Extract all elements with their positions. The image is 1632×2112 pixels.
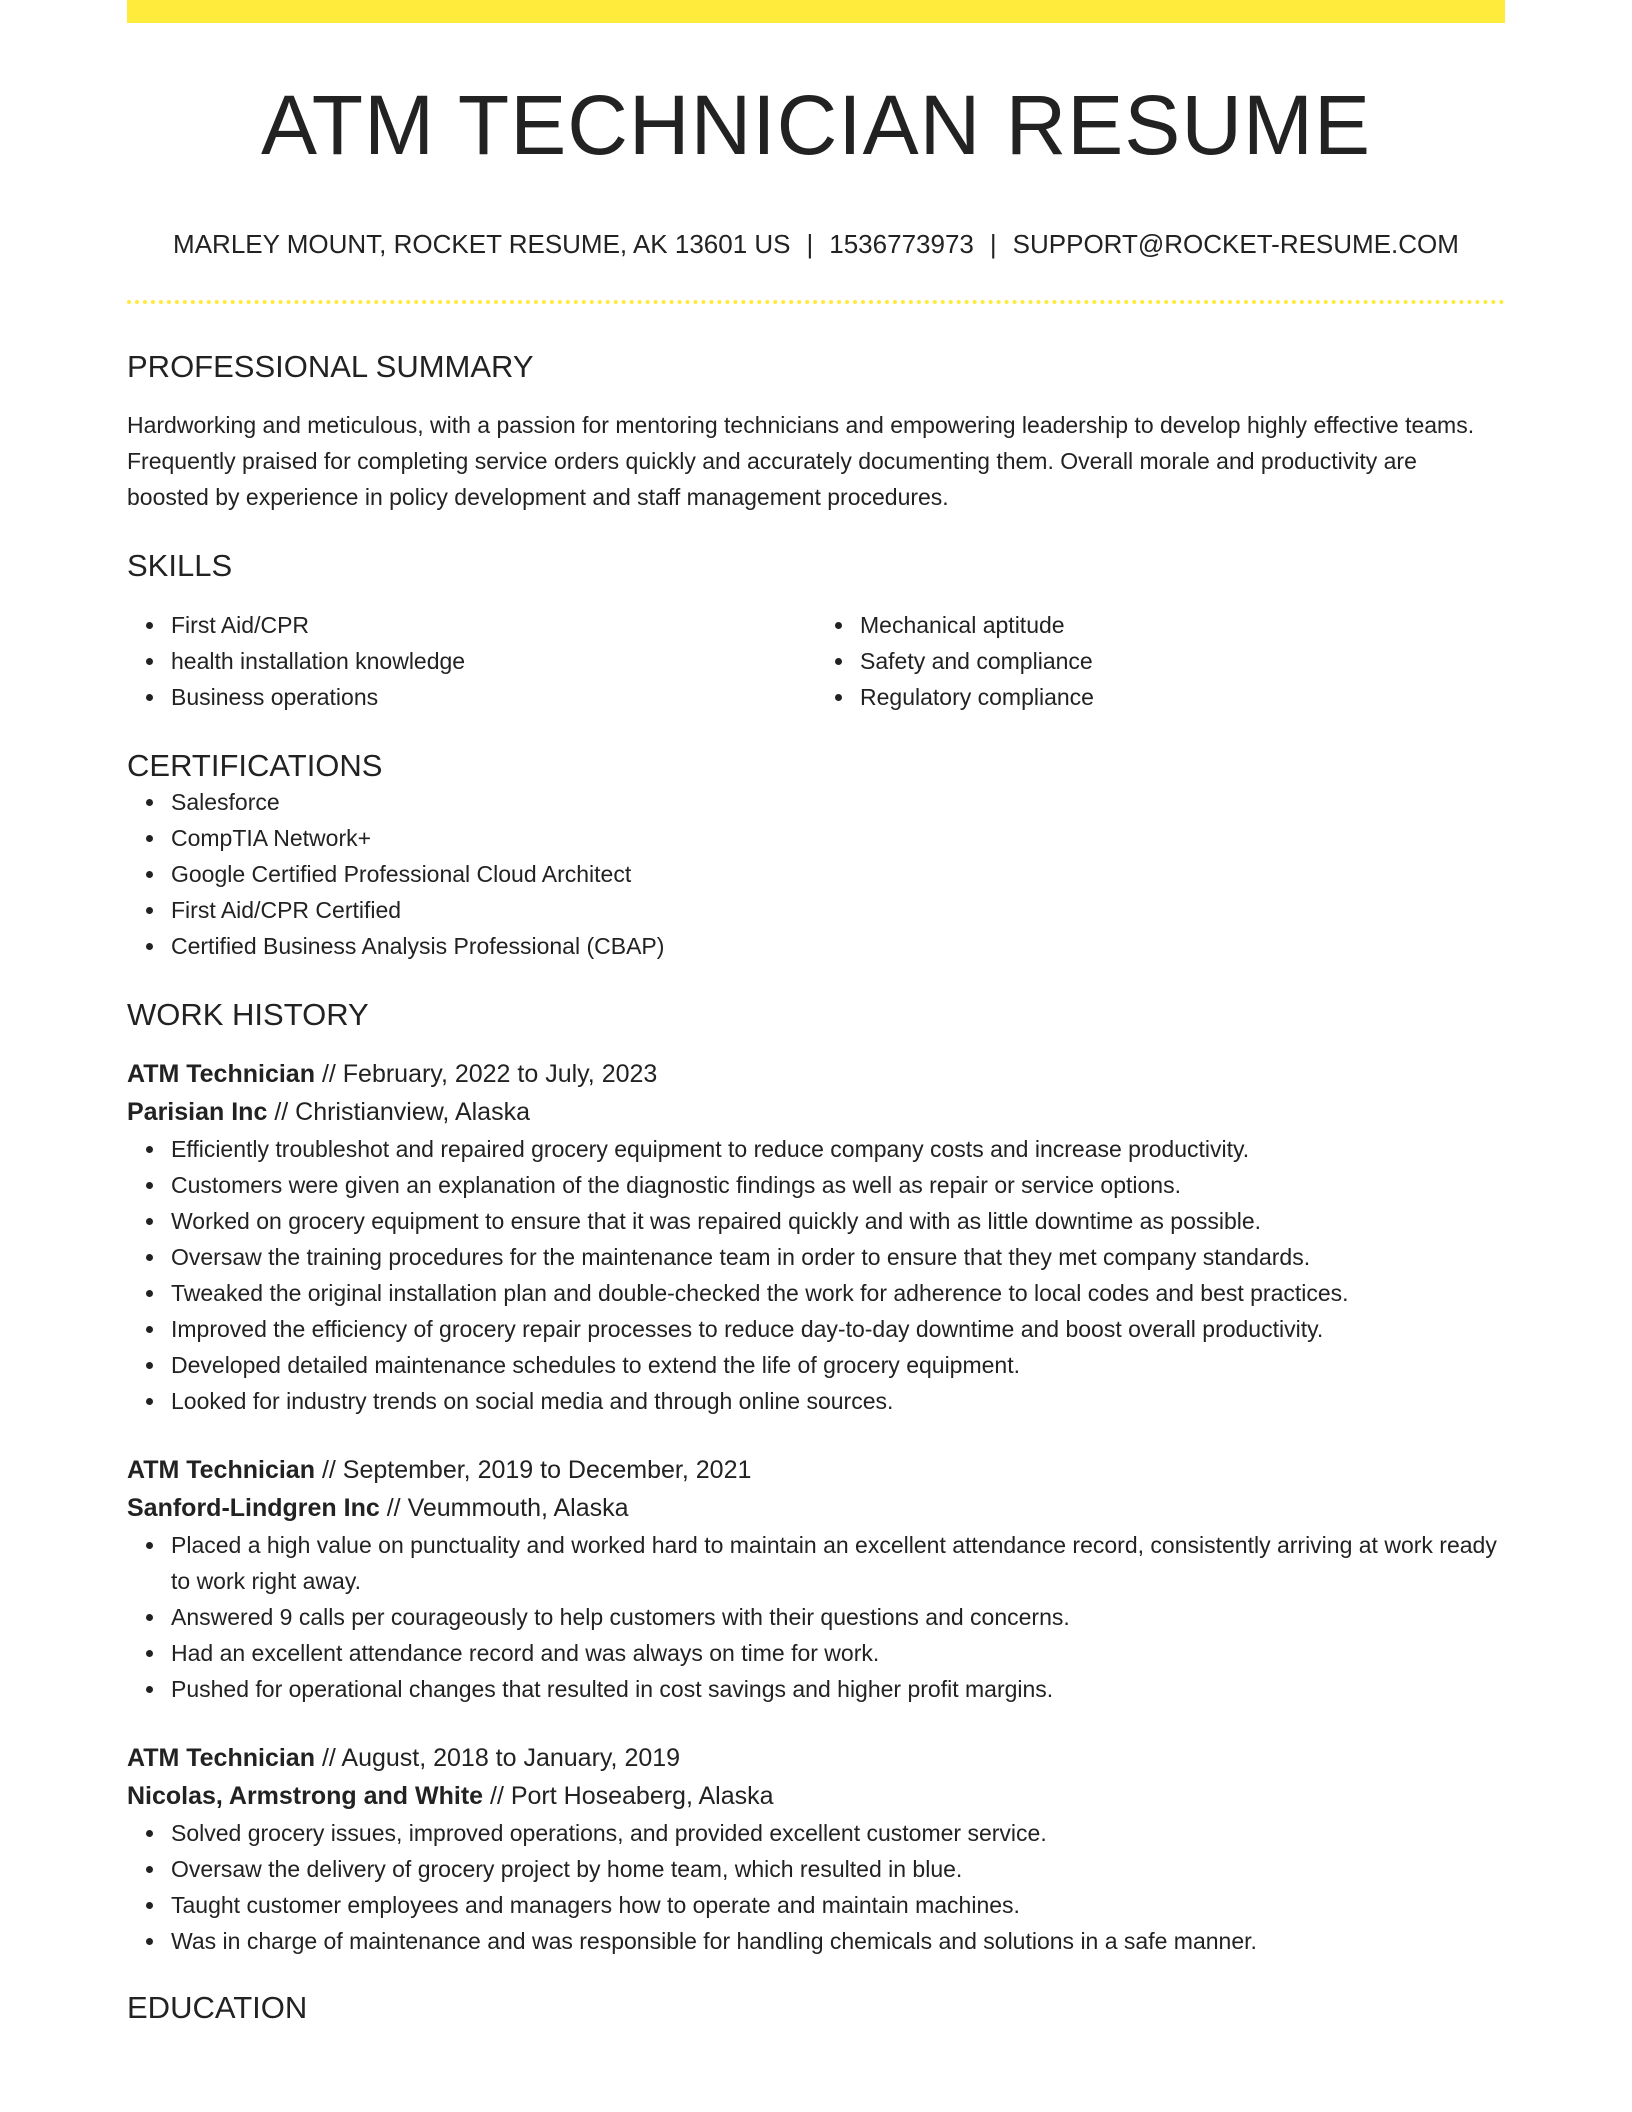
certifications-section bbox=[127, 747, 1505, 964]
job-bullet: Tweaked the original installation plan and double-checked the work for adherence to local codes and best practices. bbox=[171, 1275, 1505, 1311]
job-bullet: Placed a high value on punctuality and worked hard to maintain an excellent attendance record, consistently arriving at work ready to work right away. bbox=[171, 1527, 1505, 1599]
contact-line bbox=[127, 229, 1505, 260]
job-dates: // September, 2019 to December, 2021 bbox=[321, 1455, 752, 1484]
job-bullets bbox=[127, 1131, 1505, 1419]
job-title-line bbox=[127, 1451, 1505, 1489]
contact-separator: | bbox=[806, 229, 814, 259]
certifications-heading: CERTIFICATIONS bbox=[127, 747, 383, 783]
skill-item: Business operations bbox=[171, 679, 816, 715]
skills-column-right bbox=[816, 607, 1505, 715]
skill-item: First Aid/CPR bbox=[171, 607, 816, 643]
contact-email: SUPPORT@ROCKET-RESUME.COM bbox=[1012, 229, 1459, 259]
certification-item: Certified Business Analysis Professional (CBAP) bbox=[171, 928, 1505, 964]
job-entry bbox=[127, 1451, 1505, 1707]
job-company-line bbox=[127, 1093, 1505, 1131]
work-history-section bbox=[127, 996, 1505, 1959]
job-company-line bbox=[127, 1489, 1505, 1527]
skill-item: health installation knowledge bbox=[171, 643, 816, 679]
job-bullet: Taught customer employees and managers how to operate and maintain machines. bbox=[171, 1887, 1505, 1923]
job-bullet: Had an excellent attendance record and was always on time for work. bbox=[171, 1635, 1505, 1671]
job-location: // Veummouth, Alaska bbox=[386, 1493, 629, 1522]
resume-title: ATM TECHNICIAN RESUME bbox=[261, 78, 1371, 172]
job-bullet: Oversaw the delivery of grocery project by home team, which resulted in blue. bbox=[171, 1851, 1505, 1887]
resume-page bbox=[127, 0, 1505, 2026]
job-bullet: Answered 9 calls per courageously to help customers with their questions and concerns. bbox=[171, 1599, 1505, 1635]
work-history-heading: WORK HISTORY bbox=[127, 996, 369, 1032]
certification-item: CompTIA Network+ bbox=[171, 820, 1505, 856]
job-title-line bbox=[127, 1739, 1505, 1777]
job-bullet: Pushed for operational changes that resulted in cost savings and higher profit margins. bbox=[171, 1671, 1505, 1707]
education-section bbox=[127, 1989, 1505, 2026]
job-location: // Christianview, Alaska bbox=[274, 1097, 530, 1126]
summary-heading: PROFESSIONAL SUMMARY bbox=[127, 349, 534, 385]
skills-list-right bbox=[816, 607, 1505, 715]
certification-item: Google Certified Professional Cloud Architect bbox=[171, 856, 1505, 892]
dotted-divider bbox=[127, 300, 1505, 304]
job-title-line bbox=[127, 1055, 1505, 1093]
certification-item: First Aid/CPR Certified bbox=[171, 892, 1505, 928]
certification-item: Salesforce bbox=[171, 784, 1505, 820]
job-bullet: Was in charge of maintenance and was responsible for handling chemicals and solutions in a safe manner. bbox=[171, 1923, 1505, 1959]
skill-item: Regulatory compliance bbox=[860, 679, 1505, 715]
skills-column-left bbox=[127, 607, 816, 715]
job-location: // Port Hoseaberg, Alaska bbox=[490, 1781, 774, 1810]
job-bullet: Efficiently troubleshot and repaired grocery equipment to reduce company costs and increase productivity. bbox=[171, 1131, 1505, 1167]
summary-text: Hardworking and meticulous, with a passion for mentoring technicians and empowering leadership to develop highly effective teams. Frequently praised for completing service orders quickly and accurately documenting them. Overall morale and productivity are boosted by experience in policy development and staff management procedures. bbox=[127, 412, 1475, 511]
job-dates: // February, 2022 to July, 2023 bbox=[321, 1059, 658, 1088]
job-bullet: Customers were given an explanation of the diagnostic findings as well as repair or service options. bbox=[171, 1167, 1505, 1203]
job-bullet: Oversaw the training procedures for the maintenance team in order to ensure that they met company standards. bbox=[171, 1239, 1505, 1275]
job-company-line bbox=[127, 1777, 1505, 1815]
education-heading: EDUCATION bbox=[127, 1989, 308, 2025]
contact-phone: 1536773973 bbox=[829, 229, 974, 259]
job-bullet: Solved grocery issues, improved operations, and provided excellent customer service. bbox=[171, 1815, 1505, 1851]
summary-section bbox=[127, 348, 1505, 515]
job-title: ATM Technician bbox=[127, 1059, 315, 1088]
job-bullets bbox=[127, 1815, 1505, 1959]
job-title: ATM Technician bbox=[127, 1455, 315, 1484]
accent-top-bar bbox=[127, 0, 1505, 23]
contact-separator: | bbox=[989, 229, 997, 259]
skill-item: Mechanical aptitude bbox=[860, 607, 1505, 643]
contact-address: MARLEY MOUNT, ROCKET RESUME, AK 13601 US bbox=[173, 229, 791, 259]
skills-section bbox=[127, 547, 1505, 714]
skills-grid bbox=[127, 607, 1505, 715]
job-bullet: Improved the efficiency of grocery repair processes to reduce day-to-day downtime and boost overall productivity. bbox=[171, 1311, 1505, 1347]
job-entry bbox=[127, 1739, 1505, 1959]
job-bullet: Looked for industry trends on social media and through online sources. bbox=[171, 1383, 1505, 1419]
job-bullet: Worked on grocery equipment to ensure that it was repaired quickly and with as little downtime as possible. bbox=[171, 1203, 1505, 1239]
job-company: Sanford-Lindgren Inc bbox=[127, 1493, 380, 1522]
job-entry bbox=[127, 1055, 1505, 1419]
skill-item: Safety and compliance bbox=[860, 643, 1505, 679]
job-bullets bbox=[127, 1527, 1505, 1707]
job-company: Nicolas, Armstrong and White bbox=[127, 1781, 484, 1810]
job-bullet: Developed detailed maintenance schedules to extend the life of grocery equipment. bbox=[171, 1347, 1505, 1383]
job-dates: // August, 2018 to January, 2019 bbox=[321, 1743, 681, 1772]
skills-heading: SKILLS bbox=[127, 548, 233, 584]
job-title: ATM Technician bbox=[127, 1743, 315, 1772]
certifications-list bbox=[127, 784, 1505, 964]
job-company: Parisian Inc bbox=[127, 1097, 268, 1126]
skills-list-left bbox=[127, 607, 816, 715]
